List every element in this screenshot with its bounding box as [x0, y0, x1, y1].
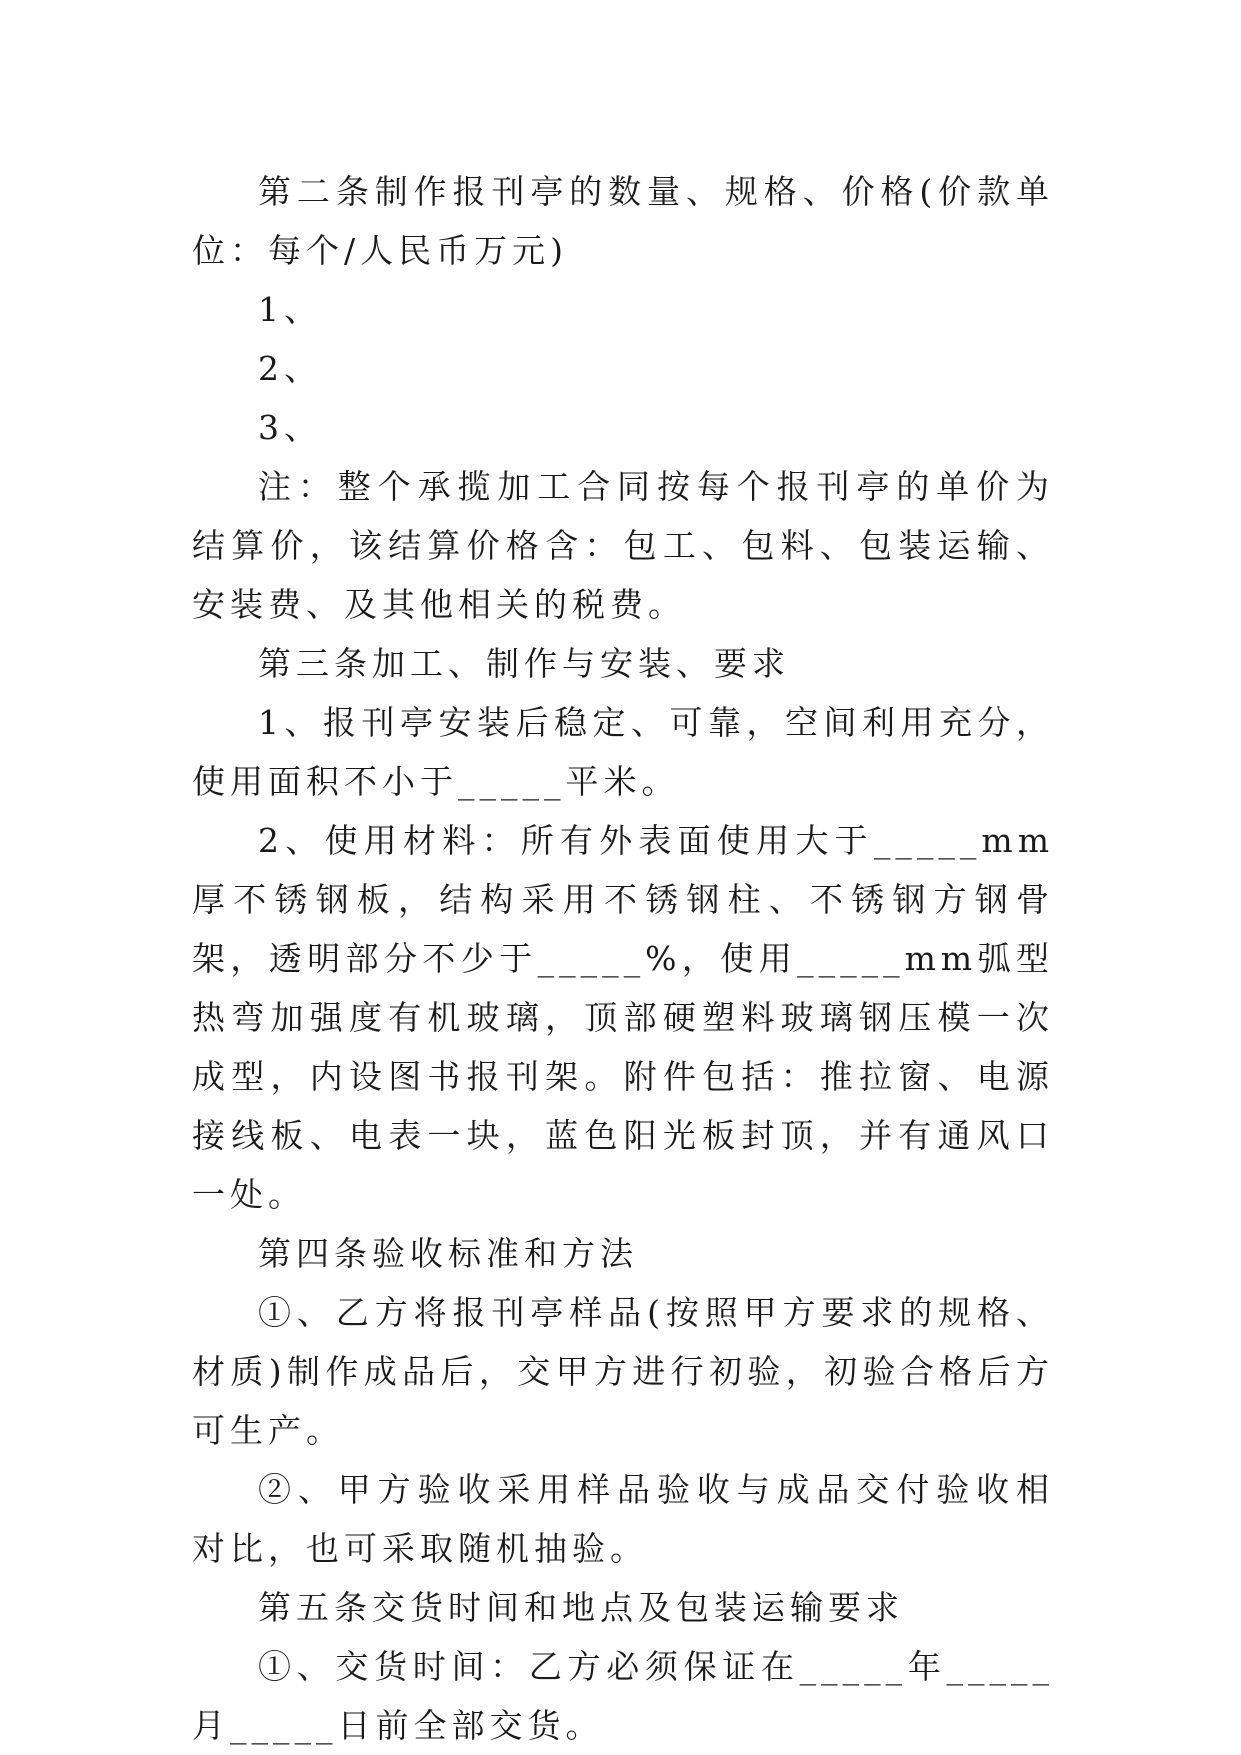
article-5-item-1: ①、交货时间：乙方必须保证在_____年_____月_____日前全部交货。: [192, 1647, 1054, 1745]
article-2-note: 注：整个承揽加工合同按每个报刊亭的单价为结算价，该结算价格含：包工、包料、包装运输、安装费、及其他相关的税费。: [192, 467, 1054, 624]
article-3-heading: 第三条加工、制作与安装、要求: [258, 644, 790, 683]
article-2-item-2: 2、: [258, 349, 322, 388]
article-2-heading: 第二条制作报刊亭的数量、规格、价格(价款单位：每个/人民币万元): [192, 172, 1054, 270]
document-body: [192, 162, 1054, 1755]
article-2-item-3: 3、: [258, 408, 322, 447]
article-3-item-2: 2、使用材料：所有外表面使用大于_____mm厚不锈钢板，结构采用不锈钢柱、不锈钢方钢骨架，透明部分不少于_____%，使用_____mm弧型热弯加强度有机玻璃，顶部硬塑料玻璃钢压模一次成型，内设图书报刊架。附件包括：推拉窗、电源接线板、电表一块，蓝色阳光板封顶，并有通风口一处。: [192, 821, 1054, 1214]
article-4-item-2: ②、甲方验收采用样品验收与成品交付验收相对比，也可采取随机抽验。: [192, 1470, 1054, 1568]
article-5-heading: 第五条交货时间和地点及包装运输要求: [258, 1588, 904, 1627]
article-4-item-1: ①、乙方将报刊亭样品(按照甲方要求的规格、材质)制作成品后，交甲方进行初验，初验合格后方可生产。: [192, 1293, 1054, 1450]
article-2-item-1: 1、: [258, 290, 322, 329]
article-3-item-1: 1、报刊亭安装后稳定、可靠，空间利用充分，使用面积不小于_____平米。: [192, 703, 1054, 801]
article-4-heading: 第四条验收标准和方法: [258, 1234, 638, 1273]
